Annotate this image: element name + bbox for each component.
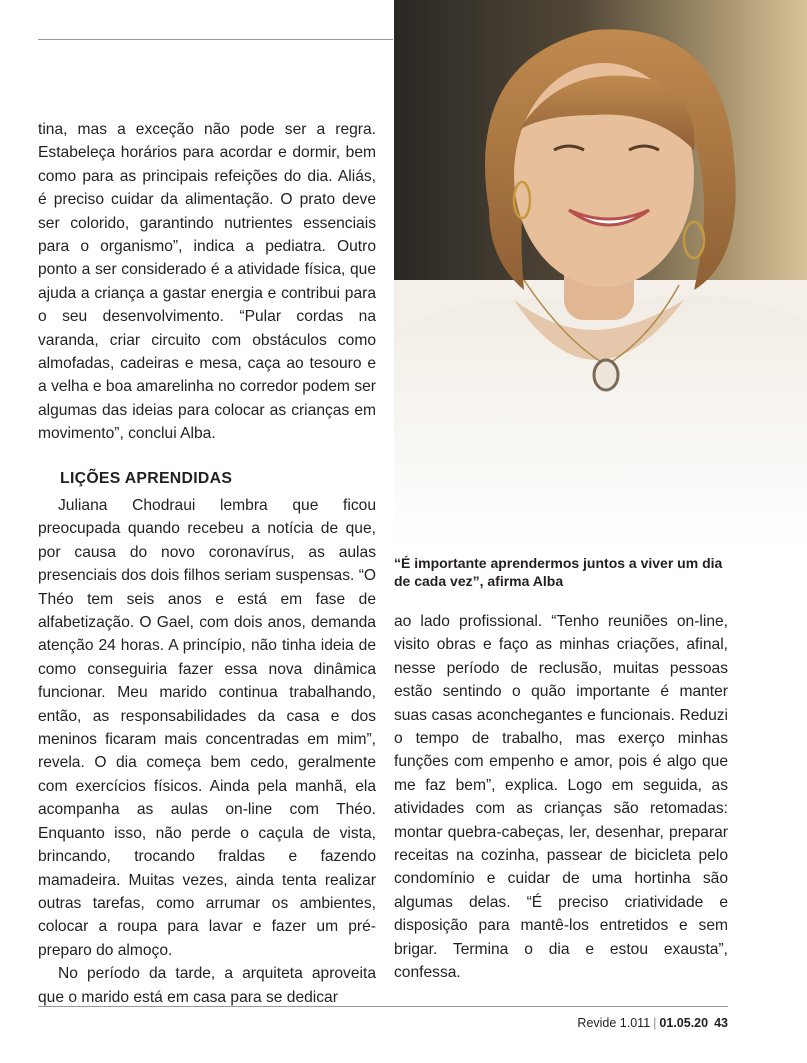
photo-caption: “É importante aprendermos juntos a viver um dia de cada vez”, afirma Alba <box>394 555 723 589</box>
magazine-issue: Revide 1.011 <box>577 1016 651 1030</box>
issue-date: 01.05.20 <box>659 1016 709 1030</box>
top-rule <box>38 39 393 40</box>
article-paragraph: Juliana Chodraui lembra que ficou preocupada quando recebeu a notícia de que, por causa do novo coronavírus, as aulas presenciais dos dois filhos seriam suspensas. “O Théo tem seis anos e está em fase de alfabetização. O Gael, com dois anos, demanda atenção 24 horas. A princípio, não tinha ideia de como conseguiria fazer essa nova dinâmica funcionar. Meu marido continua trabalhando, então, as responsabilidades da casa e dos meninos ficaram mais concentradas em mim”, revela. O dia começa bem cedo, geralmente com exercícios físicos. Ainda pela manhã, ela acompanha as aulas on-line com Théo. Enquanto isso, não perde o caçula de vista, brincando, trocando fraldas e fazendo mamadeira. Muitas vezes, ainda tenta realizar outras tarefas, como arrumar os ambientes, colocar a roupa para lavar e fazer um pré-preparo do almoço. <box>38 497 377 959</box>
footer-separator: | <box>653 1016 657 1030</box>
bottom-rule <box>38 1006 728 1007</box>
article-paragraph: tina, mas a exceção não pode ser a regra. Estabeleça horários para acordar e dormir, bem como para as principais refeições do dia. Aliás, é preciso cuidar da alimentação. O prato deve ser colorido, garantindo nutrientes essenciais para o organismo”, indica a pediatra. Outro ponto a ser considerado é a atividade física, que ajuda a criança a gastar energia e contribui para o seu desenvolvimento. “Pular cordas na varanda, criar circuito com obstáculos como almofadas, cadeiras e mesa, caça ao tesouro e a velha e boa amarelinha no corredor podem ser algumas das ideias para colocar as crianças em movimento”, conclui Alba. <box>38 121 376 443</box>
portrait-illustration <box>394 0 807 547</box>
article-column-left-top <box>38 118 376 446</box>
article-column-right <box>394 610 728 985</box>
page-number: 43 <box>714 1016 728 1030</box>
portrait-photo <box>394 0 807 547</box>
article-column-left-bottom <box>38 494 376 1009</box>
article-paragraph: No período da tarde, a arquiteta aproveita que o marido está em casa para se dedicar <box>38 965 376 1006</box>
section-heading: LIÇÕES APRENDIDAS <box>60 470 233 487</box>
page-footer <box>577 1016 728 1030</box>
article-paragraph: ao lado profissional. “Tenho reuniões on-line, visito obras e faço as minhas criações, afinal, nesse período de reclusão, muitas pessoas estão sentindo o quão importante é manter suas casas aconchegantes e funcionais. Reduzi o tempo de trabalho, mas exerço minhas funções com empenho e amor, pois é algo que me faz bem”, explica. Logo em seguida, as atividades com as crianças são retomadas: montar quebra-cabeças, ler, desenhar, preparar receitas na cozinha, passear de bicicleta pelo condomínio e cuidar de uma hortinha são algumas delas. “É preciso criatividade e disposição para mantê-los entretidos e sem brigar. Termina o dia e estou exausta”, confessa. <box>394 613 728 982</box>
